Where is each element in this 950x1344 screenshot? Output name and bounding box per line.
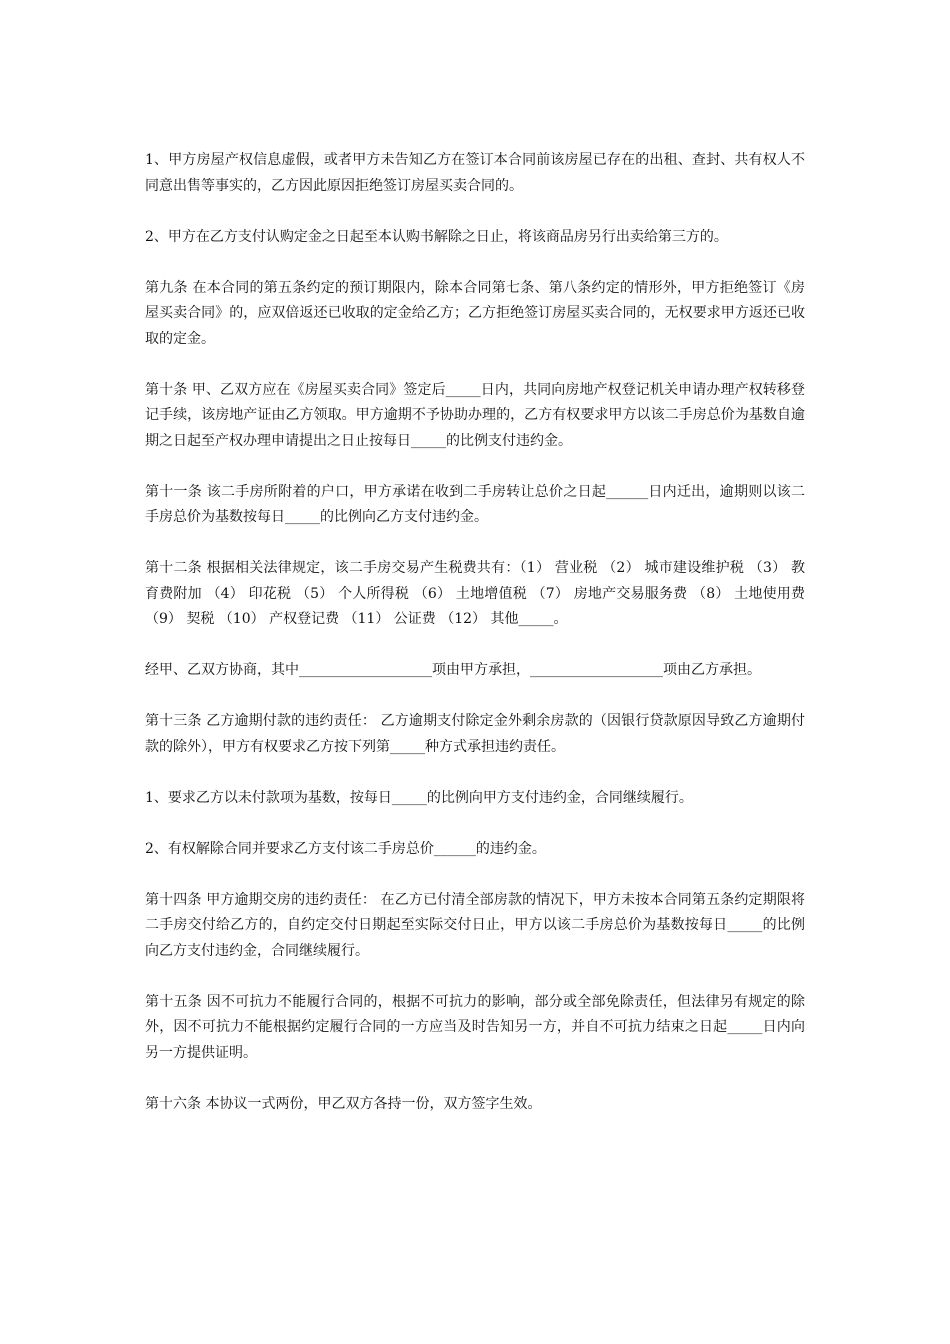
clause-15: 第十五条 因不可抗力不能履行合同的，根据不可抗力的影响，部分或全部免除责任，但法律另有规定的除外，因不可抗力不能根据约定履行合同的一方应当及时告知另一方，并自不可抗力结束之日起_____日内向另一方提供证明。 [145,993,805,1061]
document-body [145,148,805,1143]
clause-9: 第九条 在本合同的第五条约定的预订期限内，除本合同第七条、第八条约定的情形外，甲方拒绝签订《房屋买卖合同》的，应双倍返还已收取的定金给乙方；乙方拒绝签订房屋买卖合同的，无权要求甲方返还已收取的定金。 [145,279,805,347]
clause-12-allocation: 经甲、乙双方协商，其中___________________项由甲方承担，___________________项由乙方承担。 [145,662,761,678]
clause-13-item-2: 2、有权解除合同并要求乙方支付该二手房总价______的违约金。 [145,840,546,857]
clause-13-item-1: 1、要求乙方以未付款项为基数，按每日_____的比例向甲方支付违约金，合同继续履行。 [145,789,693,806]
clause-14: 第十四条 甲方逾期交房的违约责任： 在乙方已付清全部房款的情况下，甲方未按本合同第五条约定期限将二手房交付给乙方的，自约定交付日期起至实际交付日止，甲方以该二手房总价为基数按每日_____的比例向乙方支付违约金，合同继续履行。 [145,891,805,959]
clause-11: 第十一条 该二手房所附着的户口，甲方承诺在收到二手房转让总价之日起______日内迁出，逾期则以该二手房总价为基数按每日_____的比例向乙方支付违约金。 [145,483,805,525]
clause-8-item-2: 2、甲方在乙方支付认购定金之日起至本认购书解除之日止，将该商品房另行出卖给第三方的。 [145,228,728,245]
clause-12: 第十二条 根据相关法律规定，该二手房交易产生税费共有：（1） 营业税 （2） 城市建设维护税 （3） 教育费附加 （4） 印花税 （5） 个人所得税 （6） 土地增值税 （7） 房地产交易服务费 （8） 土地使用费 （9） 契税 （10） 产权登记费 （11） 公证费 （12） 其他_____。 [145,560,805,627]
clause-10: 第十条 甲、乙双方应在《房屋买卖合同》签定后_____日内，共同向房地产权登记机关申请办理产权转移登记手续，该房地产证由乙方领取。甲方逾期不予协助办理的，乙方有权要求甲方以该二手房总价为基数自逾期之日起至产权办理申请提出之日止按每日_____的比例支付违约金。 [145,381,805,449]
clause-8-item-1: 1、甲方房屋产权信息虚假，或者甲方未告知乙方在签订本合同前该房屋已存在的出租、查封、共有权人不同意出售等事实的，乙方因此原因拒绝签订房屋买卖合同的。 [145,152,805,194]
clause-13: 第十三条 乙方逾期付款的违约责任： 乙方逾期支付除定金外剩余房款的（因银行贷款原因导致乙方逾期付款的除外），甲方有权要求乙方按下列第_____种方式承担违约责任。 [145,713,805,755]
clause-16: 第十六条 本协议一式两份，甲乙双方各持一份，双方签字生效。 [145,1095,542,1112]
